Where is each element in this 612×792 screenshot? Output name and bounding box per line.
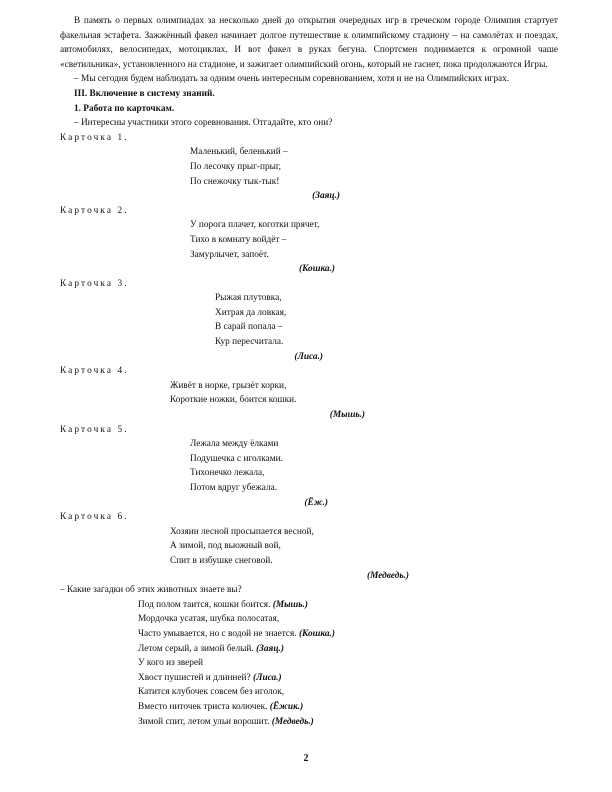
card-title: Карточка 2. <box>60 205 129 216</box>
riddle-line: Летом серый, а зимой белый. (Заяц.) <box>138 643 284 654</box>
card-answer: (Лиса.) <box>294 351 323 362</box>
card-2 <box>60 204 558 277</box>
today-line: – Мы сегодня будем наблюдать за одним очень интересным соревнованием, хотя и не на Олимпийских играх. <box>74 74 510 85</box>
card-title: Карточка 3. <box>60 278 129 289</box>
card-answer: (Мышь.) <box>329 410 365 421</box>
riddle-line: Зимой спит, летом ульи ворошит. (Медведь.) <box>138 716 314 727</box>
poem-line: Тихо в комнату войдёт – <box>190 234 287 245</box>
poem-line: Замурлычет, запоёт. <box>190 249 269 260</box>
card-4 <box>60 364 558 422</box>
riddle-line: Часто умывается, но с водой не знается. (Кошка.) <box>138 628 335 639</box>
poem-line: Живёт в норке, грызёт корки, <box>170 380 287 391</box>
poem-line: Короткие ножки, боится кошки. <box>170 395 297 406</box>
riddle-line: Мордочка усатая, шубка полосатая, <box>138 614 280 625</box>
riddle-line: Под полом таится, кошки боится. (Мышь.) <box>138 599 308 610</box>
card-answer: (Ёж.) <box>304 497 328 508</box>
intro-paragraph: В память о первых олимпиадах за несколько дней до открытия очередных игр в греческом городе Олимпия стартует факельная эстафета. Зажжённый факел начинает долгое путешествие к олимпийскому стадиону – на самолётах и поездах, автомобилях, велосипедах, мотоциклах. И вот факел в руках бегуна. Спортсмен поднимается к огромной чаше «светильника», установленного на стадионе, и зажигает олимпийский огонь, который не гаснет, пока продолжаются Игры. <box>60 16 558 70</box>
card-title: Карточка 5. <box>60 424 129 435</box>
riddle-line: У кого из зверей <box>138 658 204 669</box>
participants-line: – Интересны участники этого соревнования. Отгадайте, кто они? <box>74 118 333 129</box>
poem-line: Тихонечко лежала, <box>190 468 265 479</box>
poem-line: Рыжая плутовка, <box>215 293 282 304</box>
poem-line: В сарай попала – <box>215 322 283 333</box>
card-1 <box>60 131 558 204</box>
document-page <box>60 14 558 729</box>
card-title: Карточка 6. <box>60 512 129 523</box>
poem-line: Хитрая да ловкая, <box>215 307 287 318</box>
card-6 <box>60 510 558 583</box>
riddles-list <box>60 598 558 729</box>
card-3 <box>60 277 558 365</box>
riddle-line: Катится клубочек совсем без иголок, <box>138 687 285 698</box>
card-5 <box>60 423 558 511</box>
poem-line: Хозяин лесной просыпается весной, <box>170 526 314 537</box>
card-answer: (Медведь.) <box>367 570 409 581</box>
poem-line: У порога плачет, коготки прячет, <box>190 220 320 231</box>
poem-line: Лежала между ёлками <box>190 439 279 450</box>
riddle-line: Хвост пушистей и длинней? (Лиса.) <box>138 672 282 683</box>
card-title: Карточка 1. <box>60 132 129 143</box>
poem-line: Спит в избушке снеговой. <box>170 555 273 566</box>
poem-line: По снежочку тык-тык! <box>190 176 280 187</box>
section-title: III. Включение в систему знаний. <box>74 88 215 99</box>
question-line: – Какие загадки об этих животных знаете вы? <box>60 585 242 596</box>
card-title: Карточка 4. <box>60 366 129 377</box>
poem-line: Кур пересчитала. <box>215 337 284 348</box>
poem-line: А зимой, под вьюжный вой, <box>170 541 281 552</box>
poem-line: По лесочку прыг-прыг, <box>190 161 281 172</box>
poem-line: Подушечка с иголками. <box>190 453 283 464</box>
poem-line: Маленький, беленький – <box>190 147 288 158</box>
subsection-title: 1. Работа по карточкам. <box>74 103 175 114</box>
poem-line: Потом вдруг убежала. <box>190 483 278 493</box>
card-answer: (Заяц.) <box>312 191 340 202</box>
riddle-line: Вместо ниточек триста колючек. (Ёжик.) <box>138 701 304 712</box>
card-answer: (Кошка.) <box>299 264 335 275</box>
page-number: 2 <box>303 753 309 764</box>
